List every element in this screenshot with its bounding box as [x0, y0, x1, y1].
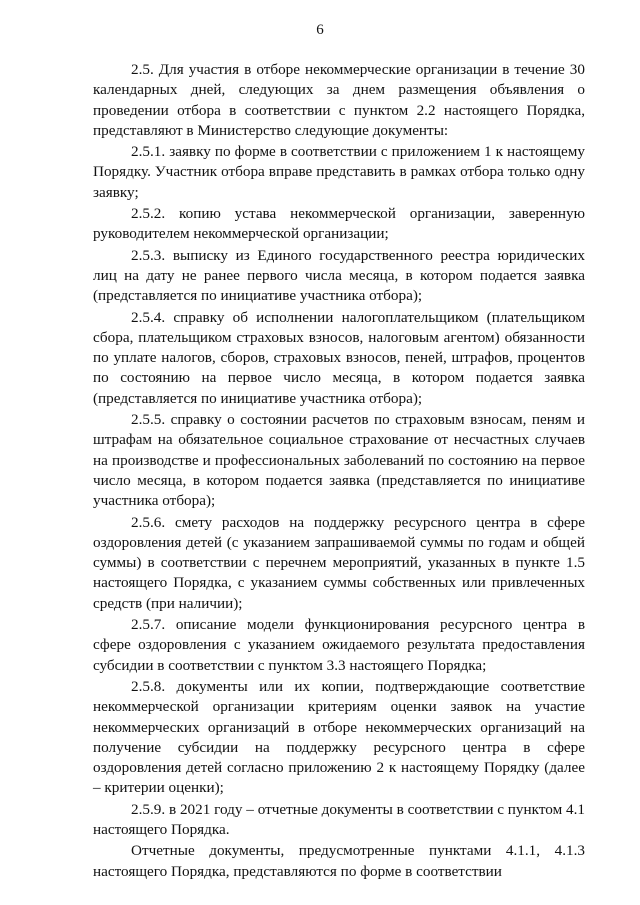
paragraph-2-5-9: 2.5.9. в 2021 году – отчетные документы в соответствии с пунктом 4.1 настоящего Порядка. [93, 800, 585, 838]
document-body [93, 60, 585, 883]
paragraph-2-5-5: 2.5.5. справку о состоянии расчетов по страховым взносам, пеням и штрафам на обязательное социальное страхование от несчастных случаев на производстве и профессиональных заболеваний по состоянию на первое число месяца, в котором подается заявка (представляется по инициативе участника отбора); [93, 411, 585, 510]
paragraph-reporting-documents: Отчетные документы, предусмотренные пунктами 4.1.1, 4.1.3 настоящего Порядка, представляются по форме в соответствии [93, 842, 585, 880]
paragraph-2-5-6: 2.5.6. смету расходов на поддержку ресурсного центра в сфере оздоровления детей (с указанием запрашиваемой суммы по годам и общей суммы) в соответствии с перечнем мероприятий, указанных в пункте 1.5 настоящего Порядка, с указанием суммы собственных или привлеченных средств (при наличии); [93, 513, 585, 612]
paragraph-2-5-3: 2.5.3. выписку из Единого государственного реестра юридических лиц на дату не ранее первого числа месяца, в котором подается заявка (представляется по инициативе участника отбора); [93, 246, 585, 305]
paragraph-2-5-2: 2.5.2. копию устава некоммерческой организации, заверенную руководителем некоммерческой организации; [93, 205, 585, 243]
paragraph-2-5-8: 2.5.8. документы или их копии, подтверждающие соответствие некоммерческой организации критериям оценки заявок на участие некоммерческих организаций в отборе некоммерческих организаций на получение субсидии на поддержку ресурсного центра в сфере оздоровления детей согласно приложению 2 к настоящему Порядку (далее – критерии оценки); [93, 677, 585, 797]
paragraph-2-5: 2.5. Для участия в отборе некоммерческие организации в течение 30 календарных дней, следующих за днем размещения объявления о проведении отбора в соответствии с пунктом 2.2 настоящего Порядка, представляют в Министерство следующие документы: [93, 61, 585, 139]
paragraph-2-5-4: 2.5.4. справку об исполнении налогоплательщиком (плательщиком сбора, плательщиком страховых взносов, налоговым агентом) обязанности по уплате налогов, сборов, страховых взносов, пеней, штрафов, процентов по состоянию на первое число месяца, в котором подается заявка (представляется по инициативе участника отбора); [93, 308, 585, 407]
page-number: 6 [316, 22, 324, 38]
paragraph-2-5-7: 2.5.7. описание модели функционирования ресурсного центра в сфере оздоровления с указанием ожидаемого результата предоставления субсидии в соответствии с пунктом 3.3 настоящего Порядка; [93, 616, 585, 674]
paragraph-2-5-1: 2.5.1. заявку по форме в соответствии с приложением 1 к настоящему Порядку. Участник отбора вправе представить в рамках отбора только одну заявку; [93, 143, 585, 201]
